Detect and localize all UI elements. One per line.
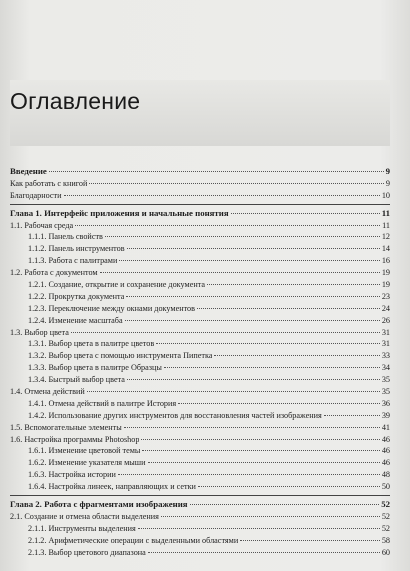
toc-entry-page: 39 xyxy=(381,410,390,420)
toc-entry-page: 46 xyxy=(381,434,390,444)
leader-dots xyxy=(49,171,384,172)
toc-entry xyxy=(10,338,390,350)
leader-dots xyxy=(127,248,380,249)
toc-entry-page: 31 xyxy=(381,339,390,349)
toc-entry-page: 10 xyxy=(381,190,390,200)
toc-entry xyxy=(10,208,390,220)
leader-dots xyxy=(207,284,380,285)
leader-dots xyxy=(190,504,380,505)
leader-dots xyxy=(198,486,380,487)
toc-chapter-2 xyxy=(10,499,390,558)
toc-entry xyxy=(10,190,390,202)
toc-entry-page: 9 xyxy=(385,166,390,176)
toc-entry-page: 16 xyxy=(381,256,390,266)
toc-entry xyxy=(10,547,390,559)
toc-entry-title: 1.3. Выбор цвета xyxy=(10,327,69,337)
toc-entry xyxy=(10,398,390,410)
toc-entry-title: Как работать с книгой xyxy=(10,178,88,188)
toc-entry-page: 26 xyxy=(381,315,390,325)
toc-entry-page: 52 xyxy=(381,523,390,533)
toc-entry-page: 48 xyxy=(381,470,390,480)
toc-entry xyxy=(10,362,390,374)
toc-entry xyxy=(10,422,390,434)
toc-entry-title: 1.2.2. Прокрутка документа xyxy=(28,291,125,301)
toc-entry-title: 1.6.4. Настройка линеек, направляющих и сетки xyxy=(28,482,196,492)
leader-dots xyxy=(118,474,380,475)
toc-entry xyxy=(10,231,390,243)
toc-entry-page: 24 xyxy=(381,303,390,313)
toc-entry xyxy=(10,315,390,327)
toc-entry xyxy=(10,243,390,255)
toc-entry-title: 1.1.1. Панель свойств xyxy=(28,232,103,242)
leader-dots xyxy=(178,403,380,404)
table-of-contents xyxy=(10,166,390,559)
toc-entry xyxy=(10,327,390,339)
leader-dots xyxy=(100,272,380,273)
toc-entry xyxy=(10,445,390,457)
leader-dots xyxy=(148,552,380,553)
toc-entry-title: Введение xyxy=(10,166,47,176)
toc-entry-page: 23 xyxy=(381,291,390,301)
section-divider xyxy=(10,204,390,205)
toc-entry xyxy=(10,267,390,279)
toc-entry-page: 34 xyxy=(381,363,390,373)
toc-entry xyxy=(10,386,390,398)
toc-entry-page: 31 xyxy=(381,327,390,337)
toc-entry-page: 46 xyxy=(381,458,390,468)
toc-entry-title: 1.2.1. Создание, открытие и сохранение документа xyxy=(28,280,206,290)
toc-entry xyxy=(10,523,390,535)
leader-dots xyxy=(89,183,384,184)
toc-entry-page: 60 xyxy=(381,547,390,557)
leader-dots xyxy=(231,213,380,214)
toc-entry-title: Благодарности xyxy=(10,190,62,200)
toc-entry-page: 33 xyxy=(381,351,390,361)
toc-entry-page: 36 xyxy=(381,398,390,408)
toc-entry xyxy=(10,469,390,481)
leader-dots xyxy=(141,439,379,440)
heading-band xyxy=(10,80,390,146)
leader-dots xyxy=(105,236,380,237)
leader-dots xyxy=(324,415,380,416)
leader-dots xyxy=(148,462,380,463)
toc-entry-title: 2.1.3. Выбор цветового диапазона xyxy=(28,547,146,557)
toc-entry xyxy=(10,457,390,469)
toc-entry-page: 41 xyxy=(381,422,390,432)
toc-entry xyxy=(10,481,390,493)
toc-entry-title: 1.3.1. Выбор цвета в палитре цветов xyxy=(28,339,155,349)
toc-entry-title: Глава 2. Работа с фрагментами изображения xyxy=(10,499,188,510)
leader-dots xyxy=(214,355,379,356)
toc-entry-title: 1.1.2. Панель инструментов xyxy=(28,244,125,254)
toc-entry xyxy=(10,350,390,362)
toc-entry xyxy=(10,279,390,291)
leader-dots xyxy=(127,379,380,380)
leader-dots xyxy=(64,195,380,196)
toc-entry xyxy=(10,255,390,267)
toc-entry xyxy=(10,178,390,190)
toc-entry xyxy=(10,499,390,511)
toc-entry-title: 1.1. Рабочая среда xyxy=(10,220,74,230)
toc-entry-title: 2.1.2. Арифметические операции с выделенными областями xyxy=(28,535,239,545)
toc-entry-title: 1.1.3. Работа с палитрами xyxy=(28,256,118,266)
toc-intro xyxy=(10,166,390,202)
toc-entry-title: 1.6.3. Настройка истории xyxy=(28,470,116,480)
toc-entry-title: 2.1.1. Инструменты выделения xyxy=(28,523,136,533)
toc-entry-title: Глава 1. Интерфейс приложения и начальные понятия xyxy=(10,207,229,218)
leader-dots xyxy=(197,308,380,309)
toc-entry-title: 2.1. Создание и отмена области выделения xyxy=(10,511,159,521)
toc-entry-page: 9 xyxy=(385,178,390,188)
toc-entry xyxy=(10,434,390,446)
toc-entry xyxy=(10,291,390,303)
toc-chapter-1 xyxy=(10,208,390,493)
toc-entry-page: 14 xyxy=(381,244,390,254)
toc-entry xyxy=(10,374,390,386)
page-title: Оглавление xyxy=(10,88,141,114)
toc-entry xyxy=(10,220,390,232)
leader-dots xyxy=(124,427,380,428)
toc-entry-title: 1.3.4. Быстрый выбор цвета xyxy=(28,375,125,385)
section-divider xyxy=(10,495,390,496)
leader-dots xyxy=(125,320,380,321)
leader-dots xyxy=(240,540,380,541)
toc-entry-title: 1.2.4. Изменение масштаба xyxy=(28,315,123,325)
toc-entry xyxy=(10,166,390,178)
leader-dots xyxy=(87,391,380,392)
toc-entry-title: 1.4.2. Использование других инструментов для восстановления частей изображения xyxy=(28,410,322,420)
leader-dots xyxy=(156,343,380,344)
toc-entry-page: 52 xyxy=(381,499,390,510)
toc-entry-title: 1.2. Работа с документом xyxy=(10,268,98,278)
toc-entry-title: 1.4. Отмена действий xyxy=(10,387,85,397)
toc-entry xyxy=(10,303,390,315)
toc-entry-page: 46 xyxy=(381,446,390,456)
leader-dots xyxy=(75,225,380,226)
toc-entry-page: 11 xyxy=(382,220,390,230)
toc-entry-page: 19 xyxy=(381,280,390,290)
toc-entry-title: 1.6.1. Изменение цветовой темы xyxy=(28,446,141,456)
leader-dots xyxy=(71,332,380,333)
toc-entry-title: 1.4.1. Отмена действий в палитре История xyxy=(28,398,177,408)
toc-entry-title: 1.6. Настройка программы Photoshop xyxy=(10,434,140,444)
toc-entry-page: 12 xyxy=(381,232,390,242)
toc-entry-title: 1.6.2. Изменение указателя мыши xyxy=(28,458,146,468)
leader-dots xyxy=(138,528,380,529)
leader-dots xyxy=(164,367,380,368)
toc-entry xyxy=(10,410,390,422)
toc-entry-page: 11 xyxy=(381,207,390,218)
toc-entry-title: 1.3.3. Выбор цвета в палитре Образцы xyxy=(28,363,162,373)
toc-entry xyxy=(10,511,390,523)
toc-entry-title: 1.5. Вспомогательные элементы xyxy=(10,422,122,432)
toc-entry-title: 1.2.3. Переключение между окнами документов xyxy=(28,303,196,313)
toc-entry xyxy=(10,535,390,547)
toc-entry-page: 19 xyxy=(381,268,390,278)
leader-dots xyxy=(161,516,380,517)
toc-entry-page: 52 xyxy=(381,511,390,521)
toc-entry-page: 35 xyxy=(381,387,390,397)
toc-entry-page: 58 xyxy=(381,535,390,545)
toc-entry-title: 1.3.2. Выбор цвета с помощью инструмента Пипетка xyxy=(28,351,213,361)
leader-dots xyxy=(119,260,379,261)
toc-entry-page: 50 xyxy=(381,482,390,492)
leader-dots xyxy=(126,296,379,297)
leader-dots xyxy=(142,450,379,451)
toc-entry-page: 35 xyxy=(381,375,390,385)
